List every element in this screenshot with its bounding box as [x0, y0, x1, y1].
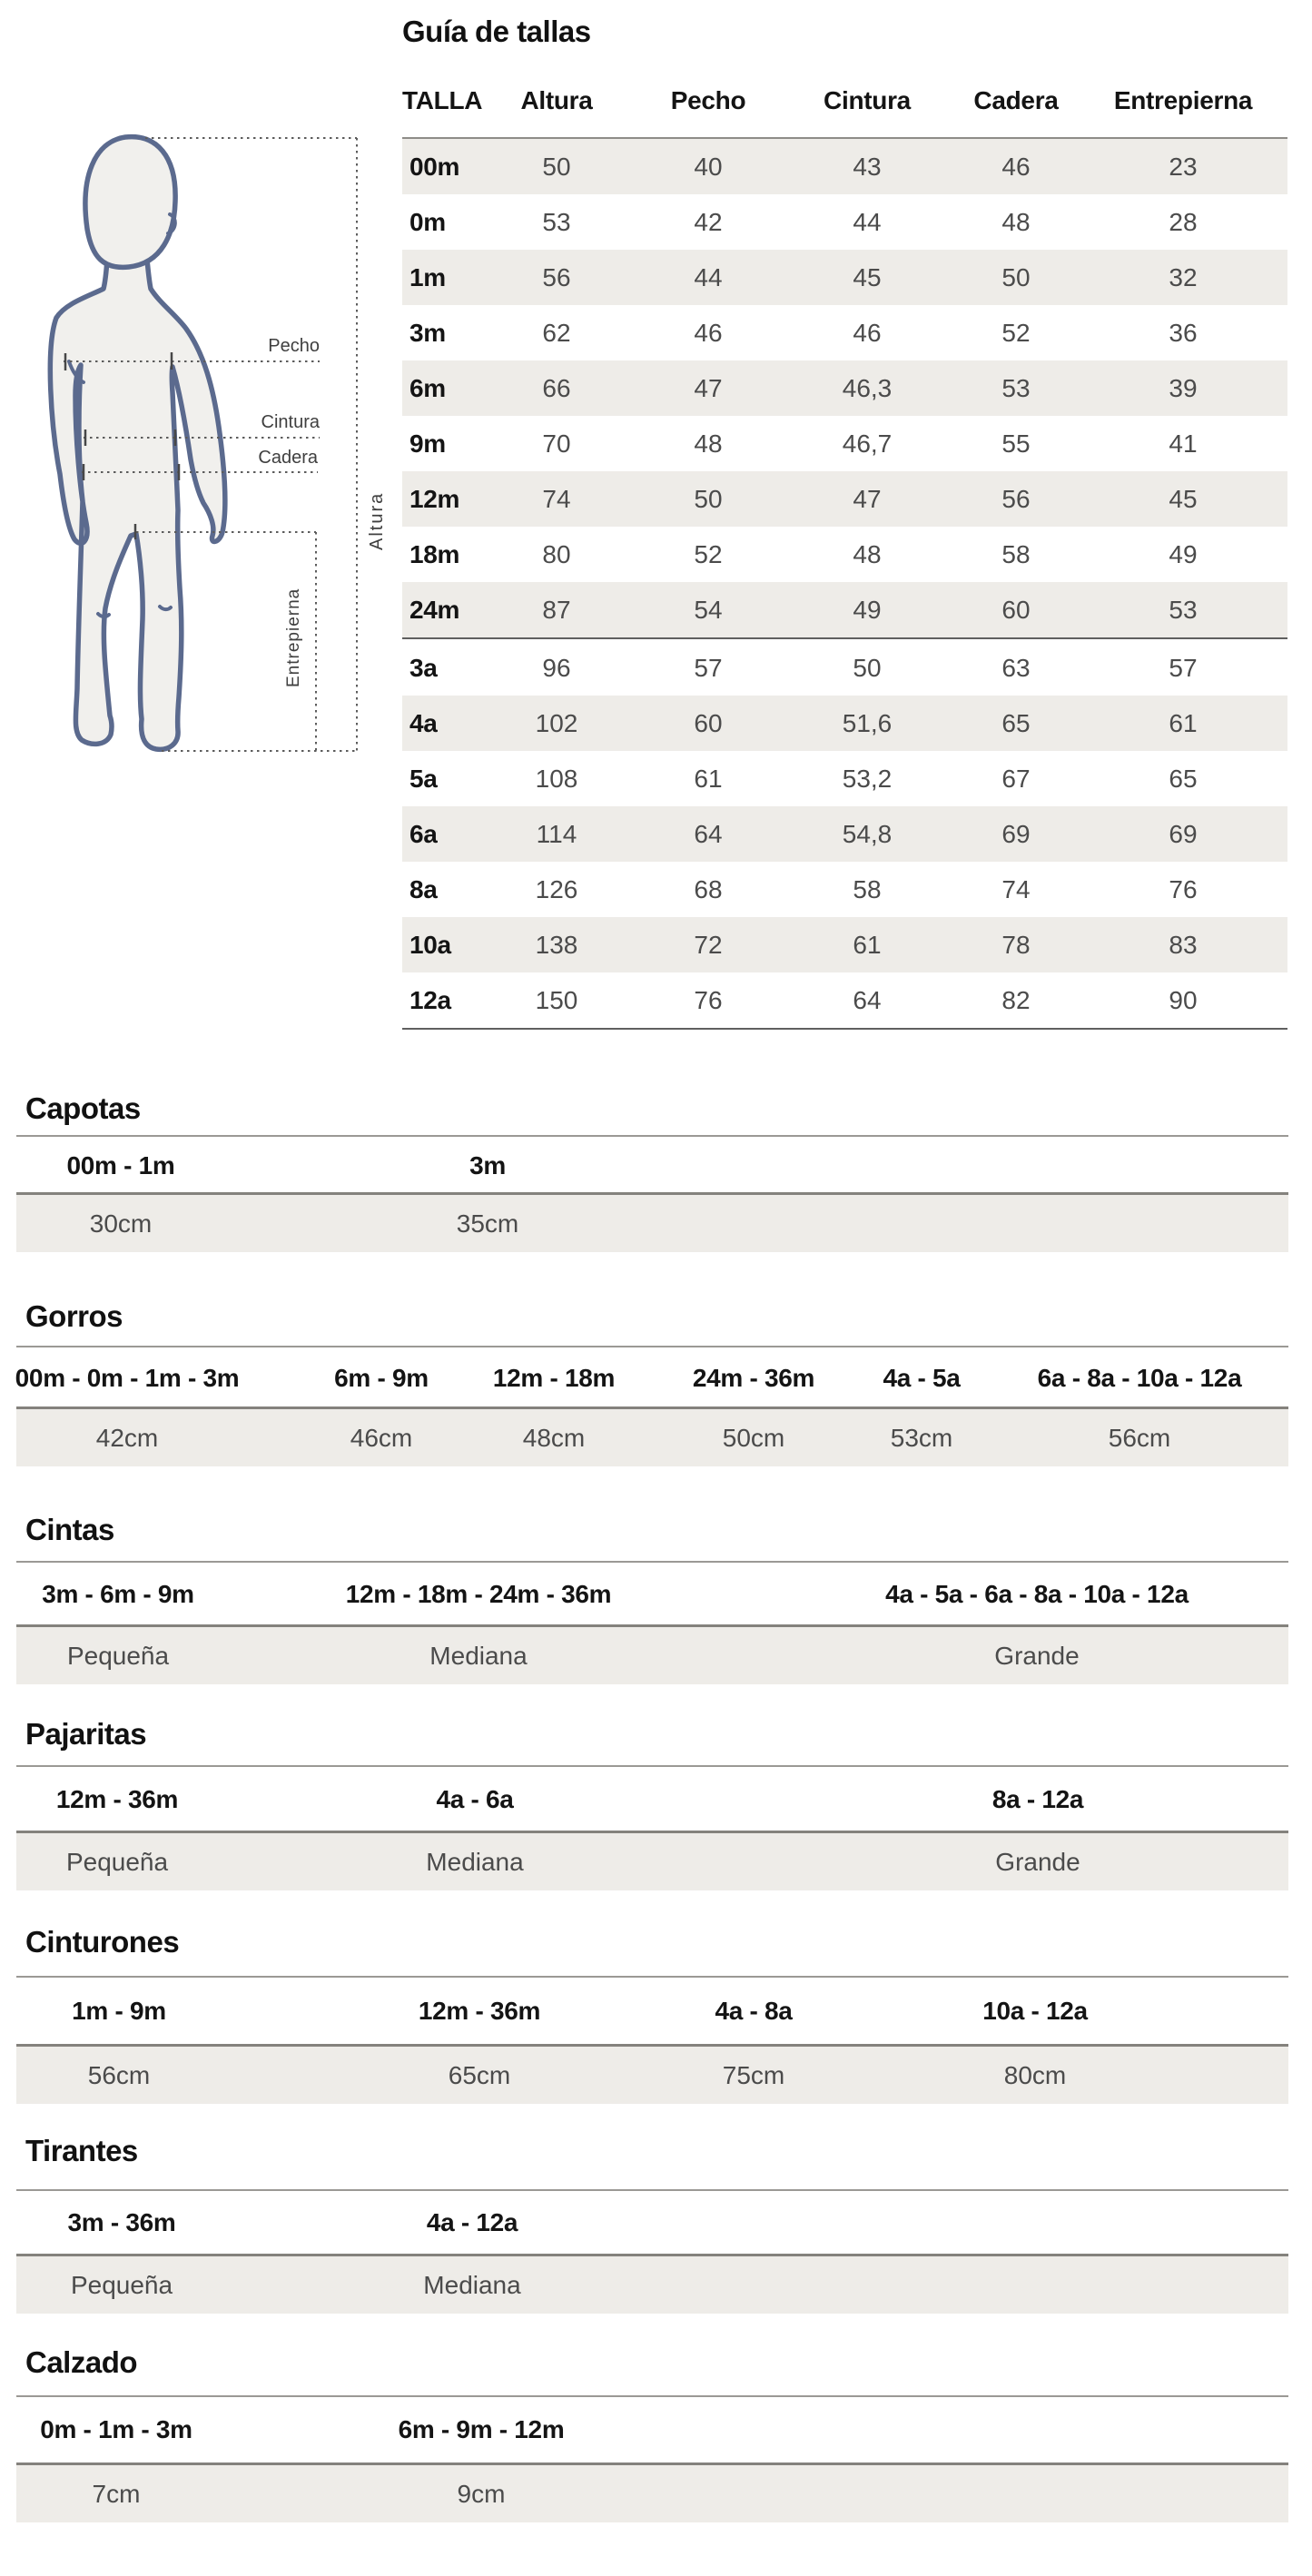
altura-label: Altura: [367, 491, 387, 550]
size-value-cell: 54,8: [842, 820, 893, 848]
size-value-cell: 64: [694, 820, 723, 848]
section-title-capotas: Capotas: [25, 1091, 141, 1125]
section-value-row-calzado: [16, 2465, 1288, 2522]
accessory-sections: [16, 0, 1288, 2576]
measure-column-header: Pecho: [670, 86, 746, 114]
section-column-header: 0m - 1m - 3m: [40, 2415, 192, 2443]
section-value-cell: 80cm: [1003, 2061, 1067, 2089]
measure-column-header: Cintura: [824, 86, 911, 114]
section-value-row-cinturones: [16, 2047, 1288, 2104]
measure-column-header: Altura: [520, 86, 593, 114]
section-value-row-tirantes: [16, 2256, 1288, 2314]
cintura-label: Cintura: [261, 412, 320, 432]
size-value-cell: 90: [1169, 986, 1198, 1014]
section-value-cell: Mediana: [429, 1642, 528, 1670]
size-value-cell: 48: [694, 429, 723, 458]
size-label: 24m: [409, 596, 460, 624]
section-title-calzado: Calzado: [25, 2345, 138, 2379]
size-value-cell: 87: [542, 596, 571, 624]
section-title-underline: [16, 1765, 1288, 1767]
section-value-cell: Pequeña: [66, 1642, 170, 1670]
size-value-cell: 83: [1169, 931, 1198, 959]
section-value-cell: 65cm: [448, 2061, 511, 2089]
size-value-cell: 53: [1001, 374, 1031, 402]
size-value-cell: 57: [1169, 654, 1198, 682]
size-value-cell: 62: [542, 319, 571, 347]
size-label: 6m: [409, 374, 446, 402]
section-column-header: 12m - 18m: [492, 1364, 616, 1392]
size-value-cell: 68: [694, 875, 723, 903]
section-value-cell: 42cm: [95, 1424, 159, 1452]
size-value-cell: 108: [535, 765, 578, 793]
size-label: 3a: [409, 654, 438, 682]
section-title-underline: [16, 1561, 1288, 1563]
size-value-cell: 46,3: [842, 374, 893, 402]
size-value-cell: 150: [535, 986, 578, 1014]
section-title-gorros: Gorros: [25, 1299, 123, 1333]
section-column-header: 4a - 8a: [715, 1997, 793, 2025]
size-value-cell: 46: [853, 319, 882, 347]
section-column-header: 12m - 18m - 24m - 36m: [345, 1580, 612, 1608]
size-value-cell: 60: [1001, 596, 1031, 624]
section-value-cell: Mediana: [426, 1848, 524, 1876]
section-title-underline: [16, 2395, 1288, 2397]
size-value-cell: 50: [542, 153, 571, 181]
size-value-cell: 47: [853, 485, 882, 513]
size-value-cell: 32: [1169, 263, 1198, 291]
size-value-cell: 126: [535, 875, 578, 903]
section-column-header: 4a - 6a: [436, 1785, 514, 1813]
size-label: 8a: [409, 875, 438, 903]
size-value-cell: 61: [694, 765, 723, 793]
size-value-cell: 66: [542, 374, 571, 402]
size-value-cell: 69: [1001, 820, 1031, 848]
section-value-cell: Mediana: [423, 2271, 521, 2299]
section-value-cell: 56cm: [1108, 1424, 1171, 1452]
size-value-cell: 52: [1001, 319, 1031, 347]
size-label: 12m: [409, 485, 460, 513]
size-label: 0m: [409, 208, 446, 236]
size-value-cell: 74: [1001, 875, 1031, 903]
size-value-cell: 43: [853, 153, 882, 181]
size-label: 4a: [409, 709, 438, 737]
size-value-cell: 46: [1001, 153, 1031, 181]
size-value-cell: 23: [1169, 153, 1198, 181]
size-value-cell: 114: [536, 820, 577, 848]
section-column-header: 00m - 0m - 1m - 3m: [15, 1364, 240, 1392]
size-value-cell: 102: [535, 709, 578, 737]
measure-column-header: Entrepierna: [1113, 86, 1253, 114]
size-value-cell: 50: [694, 485, 723, 513]
size-value-cell: 78: [1001, 931, 1031, 959]
section-title-underline: [16, 2189, 1288, 2191]
section-value-cell: 30cm: [89, 1209, 153, 1238]
size-value-cell: 80: [542, 540, 571, 568]
size-value-cell: 70: [542, 429, 571, 458]
size-value-cell: 54: [694, 596, 723, 624]
size-value-cell: 63: [1001, 654, 1031, 682]
size-value-cell: 46: [694, 319, 723, 347]
section-value-cell: 48cm: [522, 1424, 586, 1452]
section-value-cell: 53cm: [890, 1424, 953, 1452]
size-label: 6a: [409, 820, 438, 848]
size-value-cell: 36: [1169, 319, 1198, 347]
size-value-cell: 55: [1001, 429, 1031, 458]
section-column-header: 24m - 36m: [692, 1364, 815, 1392]
section-value-cell: 56cm: [87, 2061, 151, 2089]
size-value-cell: 47: [694, 374, 723, 402]
section-column-header: 1m - 9m: [72, 1997, 166, 2025]
size-value-cell: 56: [1001, 485, 1031, 513]
size-value-cell: 52: [694, 540, 723, 568]
size-value-cell: 45: [1169, 485, 1198, 513]
section-value-cell: Pequeña: [65, 1848, 169, 1876]
size-value-cell: 44: [694, 263, 723, 291]
section-column-header: 12m - 36m: [418, 1997, 541, 2025]
section-value-row-cintas: [16, 1627, 1288, 1684]
size-value-cell: 65: [1001, 709, 1031, 737]
size-value-cell: 65: [1169, 765, 1198, 793]
section-column-header: 3m - 36m: [67, 2208, 176, 2236]
size-label: 9m: [409, 429, 446, 458]
size-value-cell: 44: [853, 208, 882, 236]
section-column-header: 4a - 12a: [426, 2208, 518, 2236]
section-value-cell: 75cm: [722, 2061, 785, 2089]
size-value-cell: 48: [853, 540, 882, 568]
size-value-cell: 39: [1169, 374, 1198, 402]
cadera-label: Cadera: [258, 448, 318, 468]
size-value-cell: 51,6: [842, 709, 893, 737]
size-label: 18m: [409, 540, 460, 568]
size-column-header: TALLA: [402, 86, 483, 114]
section-title-cinturones: Cinturones: [25, 1925, 180, 1959]
section-column-header: 6a - 8a - 10a - 12a: [1037, 1364, 1242, 1392]
size-value-cell: 74: [542, 485, 571, 513]
size-value-cell: 67: [1001, 765, 1031, 793]
section-title-underline: [16, 1135, 1288, 1137]
section-column-header: 3m - 6m - 9m: [42, 1580, 194, 1608]
section-value-cell: 50cm: [722, 1424, 785, 1452]
size-value-cell: 60: [694, 709, 723, 737]
size-value-cell: 48: [1001, 208, 1031, 236]
size-value-cell: 40: [694, 153, 723, 181]
section-column-header: 00m - 1m: [66, 1151, 175, 1179]
size-value-cell: 96: [542, 654, 571, 682]
section-column-header: 4a - 5a: [883, 1364, 961, 1392]
section-column-header: 10a - 12a: [982, 1997, 1088, 2025]
size-value-cell: 72: [694, 931, 723, 959]
size-label: 5a: [409, 765, 438, 793]
section-value-row-gorros: [16, 1409, 1288, 1466]
section-column-header: 8a - 12a: [991, 1785, 1084, 1813]
size-value-cell: 46,7: [842, 429, 893, 458]
section-value-cell: Pequeña: [70, 2271, 173, 2299]
size-value-cell: 61: [1169, 709, 1198, 737]
size-value-cell: 76: [1169, 875, 1198, 903]
size-value-cell: 42: [694, 208, 723, 236]
entrepierna-label: Entrepierna: [284, 587, 303, 687]
section-column-header: 12m - 36m: [55, 1785, 179, 1813]
size-value-cell: 49: [853, 596, 882, 624]
size-value-cell: 138: [535, 931, 578, 959]
size-value-cell: 56: [542, 263, 571, 291]
measure-column-header: Cadera: [973, 86, 1059, 114]
size-value-cell: 69: [1169, 820, 1198, 848]
section-column-header: 4a - 5a - 6a - 8a - 10a - 12a: [885, 1580, 1189, 1608]
section-title-pajaritas: Pajaritas: [25, 1717, 147, 1751]
section-column-header: 6m - 9m - 12m: [398, 2415, 565, 2443]
size-value-cell: 41: [1169, 429, 1198, 458]
size-value-cell: 58: [1001, 540, 1031, 568]
size-value-cell: 58: [853, 875, 882, 903]
size-value-cell: 64: [853, 986, 882, 1014]
size-label: 12a: [409, 986, 451, 1014]
size-label: 10a: [409, 931, 451, 959]
section-title-underline: [16, 1976, 1288, 1978]
section-title-tirantes: Tirantes: [25, 2134, 138, 2167]
section-value-cell: 35cm: [456, 1209, 519, 1238]
size-value-cell: 50: [1001, 263, 1031, 291]
section-value-row-pajaritas: [16, 1833, 1288, 1890]
section-value-row-capotas: [16, 1195, 1288, 1252]
size-label: 3m: [409, 319, 446, 347]
section-title-underline: [16, 1346, 1288, 1347]
size-value-cell: 45: [853, 263, 882, 291]
section-value-cell: 7cm: [92, 2480, 141, 2508]
section-value-cell: Grande: [995, 1848, 1080, 1876]
page-title: Guía de tallas: [402, 15, 591, 48]
section-value-cell: 46cm: [350, 1424, 413, 1452]
size-value-cell: 50: [853, 654, 882, 682]
size-value-cell: 49: [1169, 540, 1198, 568]
section-title-cintas: Cintas: [25, 1513, 114, 1546]
section-column-header: 3m: [469, 1151, 506, 1179]
size-label: 1m: [409, 263, 446, 291]
size-value-cell: 61: [853, 931, 882, 959]
size-value-cell: 82: [1001, 986, 1031, 1014]
section-value-cell: Grande: [994, 1642, 1080, 1670]
size-value-cell: 53,2: [842, 765, 893, 793]
size-value-cell: 57: [694, 654, 723, 682]
size-label: 00m: [409, 153, 460, 181]
pecho-label: Pecho: [268, 336, 320, 356]
section-column-header: 6m - 9m: [334, 1364, 429, 1392]
section-value-cell: 9cm: [457, 2480, 506, 2508]
size-value-cell: 28: [1169, 208, 1198, 236]
size-value-cell: 76: [694, 986, 723, 1014]
size-value-cell: 53: [1169, 596, 1198, 624]
size-value-cell: 53: [542, 208, 571, 236]
